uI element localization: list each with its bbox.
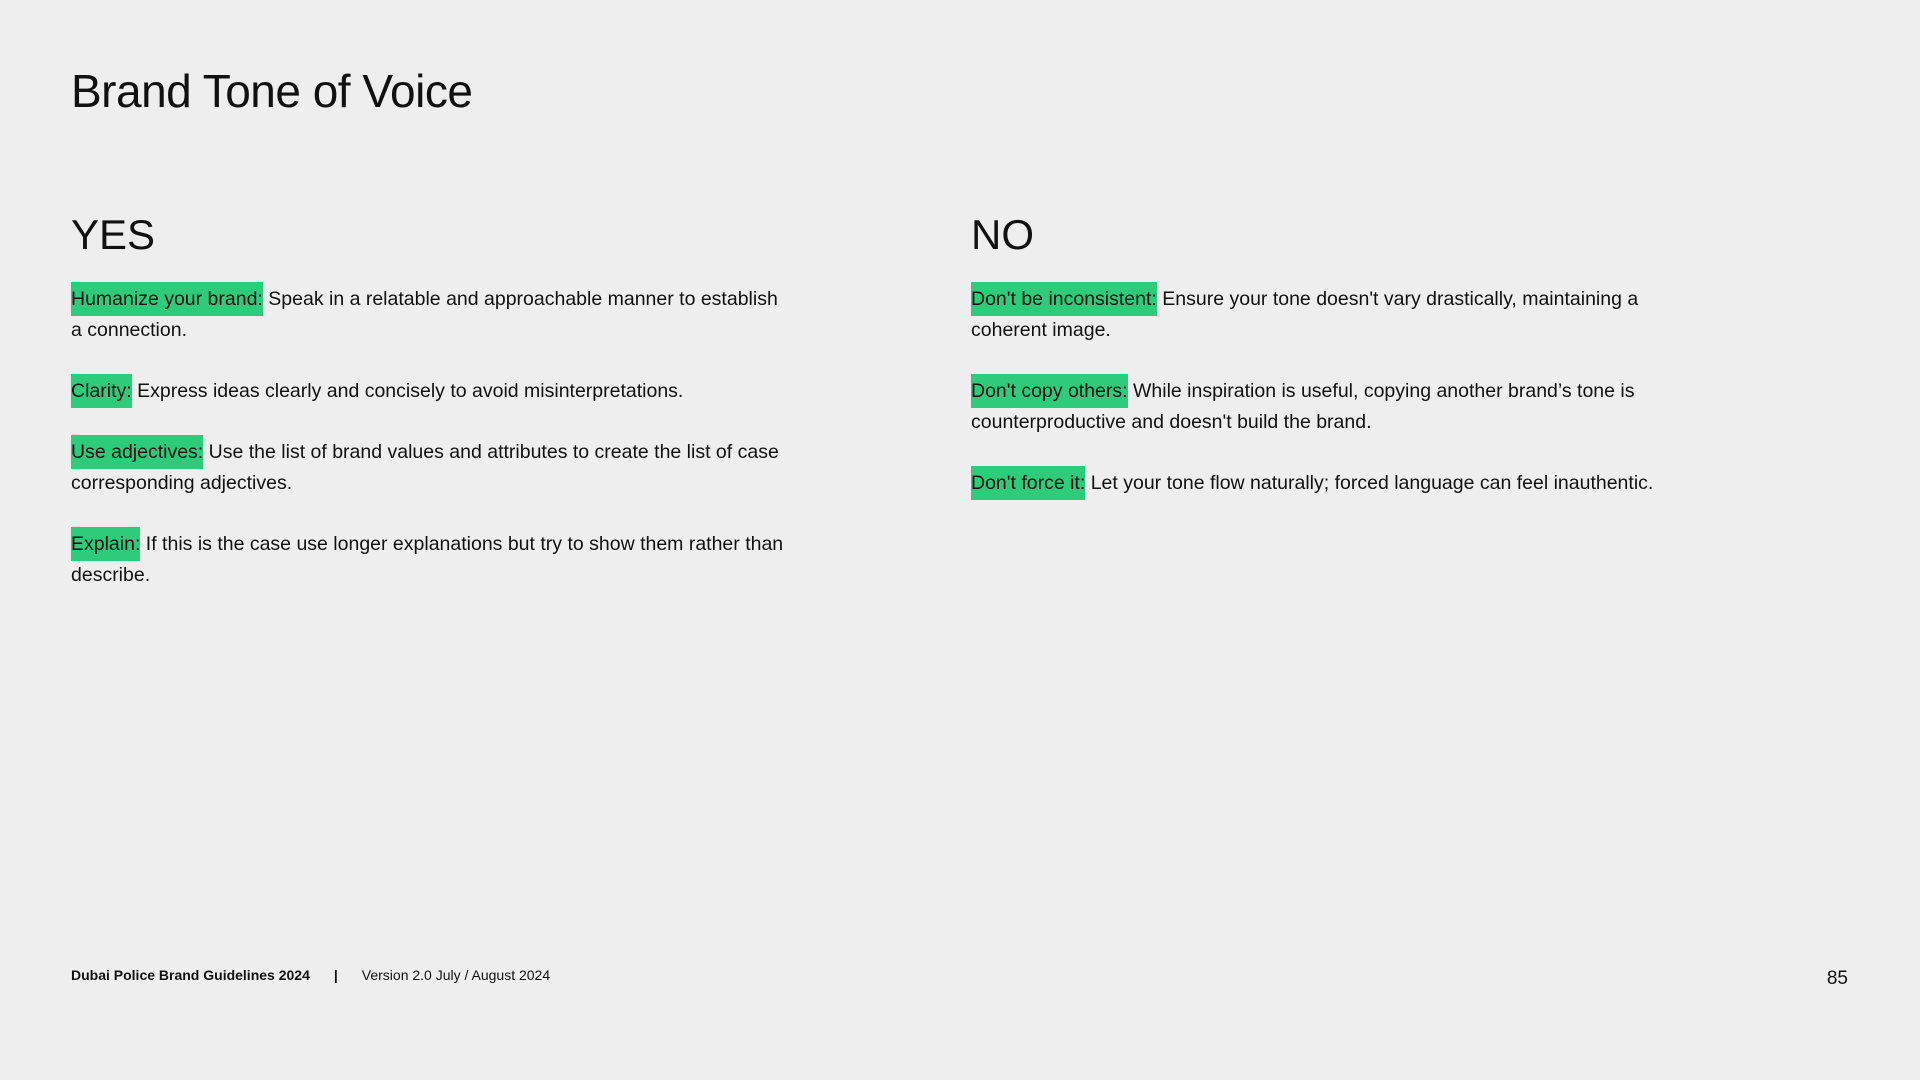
yes-item-adjectives: [71, 437, 791, 499]
no-item-inconsistent: [971, 284, 1661, 346]
no-item-copy-others: [971, 376, 1661, 438]
no-list: [971, 284, 1731, 499]
no-column: [971, 210, 1731, 529]
yes-item-clarity: [71, 376, 791, 407]
no-item-text: Ensure your tone doesn't vary drastically, maintaining a coherent image.: [971, 288, 1639, 342]
no-item-force-it: [971, 468, 1661, 499]
footer-version: Version 2.0 July / August 2024: [361, 967, 551, 983]
yes-item-label: Humanize your brand:: [71, 282, 263, 316]
footer-title: Dubai Police Brand Guidelines 2024: [71, 967, 310, 983]
no-item-label: Don't force it:: [971, 466, 1085, 500]
yes-item-text: Speak in a relatable and approachable manner to establish a connection.: [71, 288, 778, 342]
page-number: 85: [1826, 968, 1848, 989]
yes-item-text: Express ideas clearly and concisely to avoid misinterpretations.: [137, 380, 684, 403]
no-item-text: While inspiration is useful, copying another brand’s tone is counterproductive and doesn't build the brand.: [971, 380, 1635, 434]
no-item-label: Don't be inconsistent:: [971, 282, 1157, 316]
footer-separator: |: [333, 967, 338, 983]
yes-item-label: Explain:: [71, 527, 140, 561]
no-item-text: Let your tone flow naturally; forced language can feel inauthentic.: [1090, 472, 1654, 495]
yes-item-explain: [71, 529, 791, 591]
yes-item-label: Clarity:: [71, 374, 132, 408]
yes-item-label: Use adjectives:: [71, 435, 203, 469]
yes-item-humanize: [71, 284, 791, 346]
yes-column: [71, 210, 851, 621]
no-item-label: Don't copy others:: [971, 374, 1128, 408]
yes-list: [71, 284, 851, 591]
yes-item-text: If this is the case use longer explanations but try to show them rather than describe.: [71, 533, 784, 587]
yes-heading: YES: [71, 211, 156, 258]
yes-item-text: Use the list of brand values and attributes to create the list of case corresponding adjectives.: [71, 441, 779, 495]
no-heading: NO: [971, 211, 1034, 258]
page-title: Brand Tone of Voice: [71, 65, 473, 117]
footer: [71, 967, 550, 983]
